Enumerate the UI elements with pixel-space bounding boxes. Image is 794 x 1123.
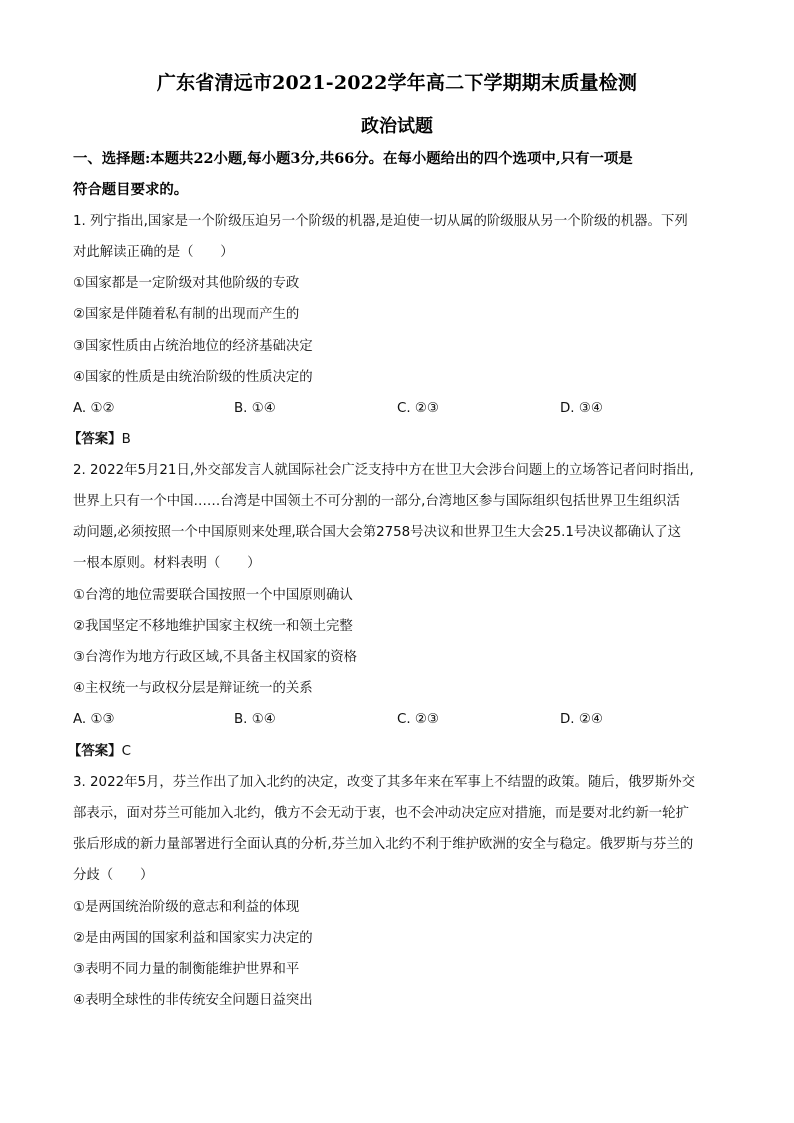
q3-stem-line3: 张后形成的新力量部署进行全面认真的分析,芬兰加入北约不利于维护欧洲的安全与稳定。俄罗斯与芬兰的: [73, 837, 694, 852]
q2-statement-3: ③台湾作为地方行政区域,不具备主权国家的资格: [73, 650, 358, 665]
q3-statement-4: ④表明全球性的非传统安全问题日益突出: [73, 993, 313, 1008]
q2-option-a: A. ①③: [73, 712, 115, 727]
section-heading-line2: 符合题目要求的。: [73, 181, 189, 198]
q2-option-d: D. ②④: [560, 712, 603, 727]
q1-answer-label: 【答案】: [68, 432, 122, 447]
q2-option-b: B. ①④: [234, 712, 276, 727]
q3-statement-1: ①是两国统治阶级的意志和利益的体现: [73, 900, 300, 915]
q1-answer-value: B: [121, 432, 131, 447]
q1-option-a: A. ①②: [73, 401, 115, 416]
q2-stem-line1: 2. 2022年5月21日,外交部发言人就国际社会广泛支持中方在世卫大会涉台问题上的立场答记者问时指出,: [73, 463, 694, 478]
q3-stem-line1: 3. 2022年5月，芬兰作出了加入北约的决定，改变了其多年来在军事上不结盟的政策。随后，俄罗斯外交: [73, 775, 696, 790]
q2-answer-value: C: [121, 744, 131, 759]
q3-stem-line4: 分歧（ ）: [73, 868, 154, 883]
q1-answer: [68, 430, 728, 450]
exam-subtitle: 政治试题: [361, 116, 433, 137]
q1-option-c: C. ②③: [397, 401, 439, 416]
q2-stem-line4: 一根本原则。材料表明（ ）: [73, 556, 261, 571]
q2-options: [73, 710, 733, 730]
section-heading-line1: 一、选择题:本题共22小题,每小题3分,共66分。在每小题给出的四个选项中,只有一项是: [73, 150, 633, 167]
q2-answer-label: 【答案】: [68, 744, 122, 759]
q1-stem-line2: 对此解读正确的是（ ）: [73, 245, 234, 260]
q1-options: [73, 399, 733, 419]
q2-statement-1: ①台湾的地位需要联合国按照一个中国原则确认: [73, 588, 353, 603]
q1-statement-4: ④国家的性质是由统治阶级的性质决定的: [73, 370, 313, 385]
q2-statement-4: ④主权统一与政权分层是辩证统一的关系: [73, 681, 313, 696]
q3-stem-line2: 部表示，面对芬兰可能加入北约，俄方不会无动于衷，也不会冲动决定应对措施，而是要对北约新一轮扩: [73, 806, 689, 821]
q2-answer: [68, 742, 728, 762]
q1-stem-line1: 1. 列宁指出,国家是一个阶级压迫另一个阶级的机器,是迫使一切从属的阶级服从另一个阶级的机器。下列: [73, 214, 688, 229]
q1-option-d: D. ③④: [560, 401, 603, 416]
q2-stem-line3: 动问题,必须按照一个中国原则来处理,联合国大会第2758号决议和世界卫生大会25.1号决议都确认了这: [73, 525, 682, 540]
q2-statement-2: ②我国坚定不移地维护国家主权统一和领土完整: [73, 619, 353, 634]
q1-statement-1: ①国家都是一定阶级对其他阶级的专政: [73, 276, 300, 291]
q2-stem-line2: 世界上只有一个中国……台湾是中国领土不可分割的一部分,台湾地区参与国际组织包括世界卫生组织活: [73, 494, 680, 509]
q2-option-c: C. ②③: [397, 712, 439, 727]
exam-title: 广东省清远市2021-2022学年高二下学期期末质量检测: [156, 72, 638, 94]
q3-statement-2: ②是由两国的国家利益和国家实力决定的: [73, 931, 313, 946]
q1-statement-2: ②国家是伴随着私有制的出现而产生的: [73, 307, 300, 322]
q1-option-b: B. ①④: [234, 401, 276, 416]
q3-statement-3: ③表明不同力量的制衡能维护世界和平: [73, 962, 300, 977]
q1-statement-3: ③国家性质由占统治地位的经济基础决定: [73, 339, 313, 354]
